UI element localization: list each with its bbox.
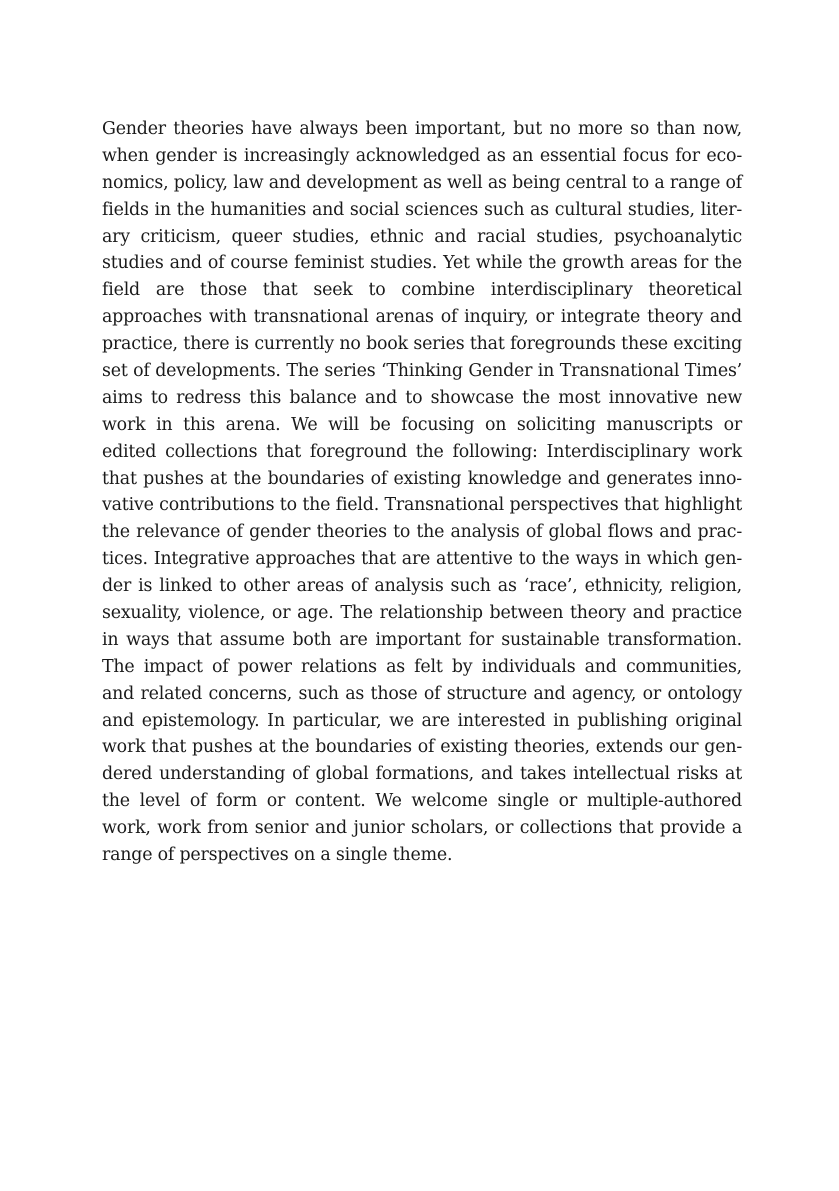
text-line: der is linked to other areas of analysis such as ‘race’, ethnicity, religion, xyxy=(102,576,742,597)
text-line: work, work from senior and junior scholars, or collections that provide a xyxy=(102,818,742,839)
text-line: nomics, policy, law and development as well as being central to a range of xyxy=(102,172,742,193)
text-line: range of perspectives on a single theme. xyxy=(102,845,453,866)
text-line: and epistemology. In particular, we are interested in publishing original xyxy=(102,710,742,731)
text-line: in ways that assume both are important for sustainable transformation. xyxy=(102,629,742,650)
text-line: aims to redress this balance and to showcase the most innovative new xyxy=(102,387,742,408)
text-line: vative contributions to the field. Transnational perspectives that highlight xyxy=(102,495,742,516)
text-line: sexuality, violence, or age. The relationship between theory and practice xyxy=(102,603,742,624)
text-line: and related concerns, such as those of structure and agency, or ontology xyxy=(102,683,742,704)
text-line: work that pushes at the boundaries of existing theories, extends our gen- xyxy=(102,737,742,758)
text-line: practice, there is currently no book series that foregrounds these exciting xyxy=(102,334,742,355)
text-line: dered understanding of global formations, and takes intellectual risks at xyxy=(102,764,742,785)
text-line: studies and of course feminist studies. Yet while the growth areas for the xyxy=(102,253,742,274)
text-line: approaches with transnational arenas of inquiry, or integrate theory and xyxy=(102,307,742,328)
text-line: set of developments. The series ‘Thinking Gender in Transnational Times’ xyxy=(102,361,742,382)
text-line: the relevance of gender theories to the analysis of global flows and prac- xyxy=(102,522,742,543)
text-line: when gender is increasingly acknowledged as an essential focus for eco- xyxy=(102,145,742,166)
text-line: The impact of power relations as felt by individuals and communities, xyxy=(102,656,742,677)
text-line: that pushes at the boundaries of existing knowledge and generates inno- xyxy=(102,468,742,489)
text-line: the level of form or content. We welcome single or multiple-authored xyxy=(102,791,742,812)
text-line: tices. Integrative approaches that are attentive to the ways in which gen- xyxy=(102,549,742,570)
text-line: field are those that seek to combine interdisciplinary theoretical xyxy=(102,280,742,301)
text-line: fields in the humanities and social sciences such as cultural studies, liter- xyxy=(102,199,742,220)
text-line: edited collections that foreground the following: Interdisciplinary work xyxy=(102,441,742,462)
text-line: ary criticism, queer studies, ethnic and racial studies, psychoanalytic xyxy=(102,226,742,247)
text-line: Gender theories have always been important, but no more so than now, xyxy=(102,119,742,139)
series-description-paragraph xyxy=(102,116,742,869)
text-line: work in this arena. We will be focusing on soliciting manuscripts or xyxy=(102,414,742,435)
